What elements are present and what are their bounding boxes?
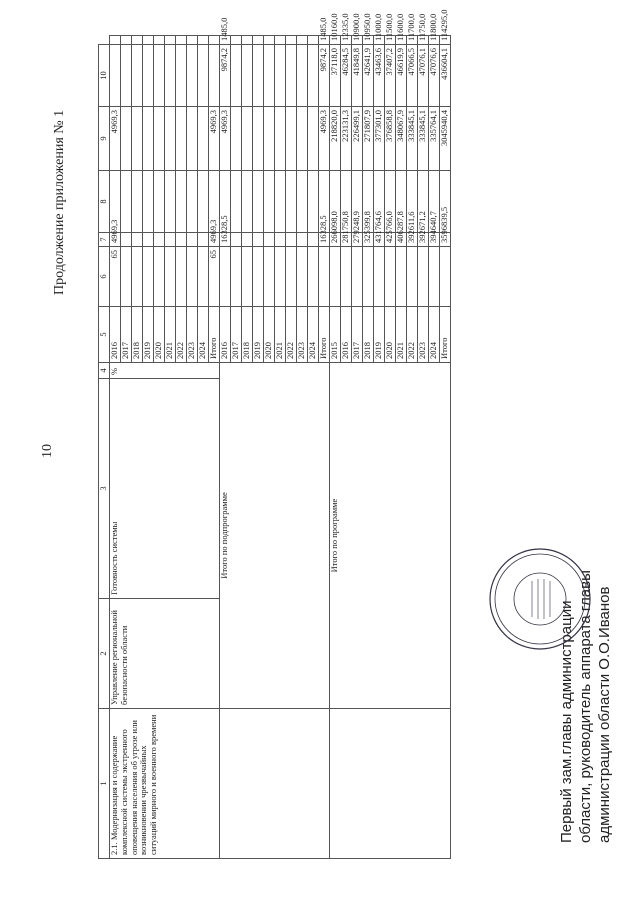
value-cell-v5 [440,247,451,307]
table-row [220,36,231,859]
value-cell-v9 [253,45,264,107]
value-cell-v10 [121,36,132,45]
value-cell-v8 [143,107,154,171]
value-cell-v7 [132,171,143,233]
value-cell-v8: 335764,1 [429,107,440,171]
value-cell-v5 [352,247,363,307]
value-cell-v9 [275,45,286,107]
value-cell-v9 [121,45,132,107]
value-cell-v6: 3596839,5 [440,233,451,247]
value-cell-v6 [308,233,319,247]
value-cell-v10: 114295,0 [440,36,451,45]
signature-line-2: области, руководитель аппарата главы [576,570,594,843]
value-cell-v10 [286,36,297,45]
value-cell-v8 [198,107,209,171]
value-cell-v9: 37118,0 [330,45,341,107]
year-cell: 2021 [165,307,176,363]
value-cell-v8: 4969,3 [319,107,330,171]
value-cell-v7 [176,171,187,233]
col-header-2: 2 [99,599,110,709]
value-cell-v7 [198,171,209,233]
value-cell-v9 [242,45,253,107]
value-cell-v7 [275,171,286,233]
value-cell-v7 [242,171,253,233]
value-cell-v9 [308,45,319,107]
value-cell-v5 [275,247,286,307]
year-cell: Итого [440,307,451,363]
value-cell-v10: 10900,0 [352,36,363,45]
value-cell-v5 [154,247,165,307]
unit-cell: % [110,363,220,379]
value-cell-v5 [407,247,418,307]
value-cell-v9 [132,45,143,107]
value-cell-v9: 46619,9 [396,45,407,107]
value-cell-v5 [165,247,176,307]
value-cell-v6: 281750,8 [341,233,352,247]
value-cell-v9 [110,45,121,107]
value-cell-v5 [143,247,154,307]
value-cell-v9: 41849,8 [352,45,363,107]
value-cell-v6 [154,233,165,247]
value-cell-v5 [253,247,264,307]
value-cell-v9: 9874,2 [220,45,231,107]
value-cell-v8 [154,107,165,171]
value-cell-v5 [187,247,198,307]
value-cell-v10 [264,36,275,45]
year-cell: 2019 [253,307,264,363]
year-cell: 2019 [143,307,154,363]
value-cell-v8: 377301,0 [374,107,385,171]
value-cell-v8: 4969,3 [110,107,121,171]
measure-name-cell: 2.1. Модернизация и содержание комплексной системы экстренного оповещения населения об угрозе или возникновении чрезвычайных ситуаций мирного и военного времени [110,709,220,859]
value-cell-v10 [242,36,253,45]
value-cell-v5 [264,247,275,307]
value-cell-v8 [275,107,286,171]
value-cell-v10 [143,36,154,45]
value-cell-v9: 42641,9 [363,45,374,107]
value-cell-v5: 65 [110,247,121,307]
year-cell: 2016 [341,307,352,363]
value-cell-v9 [154,45,165,107]
value-cell-v7 [308,171,319,233]
value-cell-v9 [286,45,297,107]
value-cell-v7 [165,171,176,233]
year-cell: 2024 [198,307,209,363]
year-cell: 2016 [110,307,121,363]
value-cell-v5 [121,247,132,307]
blank-cell [330,709,451,859]
value-cell-v8 [187,107,198,171]
year-cell: 2022 [176,307,187,363]
value-cell-v9: 47076,6 [429,45,440,107]
value-cell-v8: 333845,1 [407,107,418,171]
value-cell-v8 [121,107,132,171]
value-cell-v5 [319,247,330,307]
value-cell-v6 [198,233,209,247]
value-cell-v6 [275,233,286,247]
value-cell-v5 [385,247,396,307]
col-header-7: 7 [99,233,110,247]
year-cell: 2022 [286,307,297,363]
value-cell-v5 [231,247,242,307]
value-cell-v8 [253,107,264,171]
value-cell-v8: 218820,0 [330,107,341,171]
value-cell-v7 [264,171,275,233]
value-cell-v6: 4969,3 [110,233,121,247]
col-header-4: 4 [99,363,110,379]
col-header-9: 9 [99,107,110,171]
page-number: 10 [40,444,55,458]
value-cell-v8: 271807,9 [363,107,374,171]
value-cell-v10 [154,36,165,45]
value-cell-v9: 47076,1 [418,45,429,107]
value-cell-v10: 10160,0 [330,36,341,45]
col-header-1: 1 [99,709,110,859]
value-cell-v9: 37407,2 [385,45,396,107]
year-cell: 2017 [121,307,132,363]
value-cell-v8 [176,107,187,171]
value-cell-v9 [176,45,187,107]
financing-table [98,9,451,859]
value-cell-v9: 436604,1 [440,45,451,107]
value-cell-v6 [264,233,275,247]
value-cell-v10 [132,36,143,45]
value-cell-v9 [209,45,220,107]
value-cell-v8: 226499,1 [352,107,363,171]
value-cell-v5 [242,247,253,307]
value-cell-v6: 325399,8 [363,233,374,247]
year-cell: 2017 [231,307,242,363]
value-cell-v10: 11000,0 [374,36,385,45]
value-cell-v6: 392611,6 [407,233,418,247]
value-cell-v6: 279248,9 [352,233,363,247]
year-cell: 2018 [132,307,143,363]
value-cell-v5 [132,247,143,307]
value-cell-v10: 11700,0 [407,36,418,45]
year-cell: 2018 [363,307,374,363]
value-cell-v10: 11750,0 [418,36,429,45]
value-cell-v6: 4969,3 [209,233,220,247]
value-cell-v10: 10950,0 [363,36,374,45]
value-cell-v9: 43463,6 [374,45,385,107]
year-cell: 2023 [187,307,198,363]
value-cell-v10 [176,36,187,45]
value-cell-v10 [308,36,319,45]
value-cell-v5 [418,247,429,307]
table-row [110,36,121,859]
year-cell: Итого [319,307,330,363]
year-cell: 2021 [396,307,407,363]
value-cell-v9 [187,45,198,107]
value-cell-v8: 4969,3 [209,107,220,171]
value-cell-v5 [363,247,374,307]
value-cell-v10: 11500,0 [385,36,396,45]
executor-cell: Управление региональной безопасности области [110,599,220,709]
value-cell-v10 [275,36,286,45]
value-cell-v10: 11800,0 [429,36,440,45]
value-cell-v8 [286,107,297,171]
year-cell: 2023 [418,307,429,363]
value-cell-v8 [242,107,253,171]
value-cell-v7 [253,171,264,233]
year-cell: 2024 [308,307,319,363]
value-cell-v6: 406287,8 [396,233,407,247]
col-header-10: 10 [99,45,110,107]
value-cell-v5 [176,247,187,307]
value-cell-v6 [165,233,176,247]
value-cell-v7 [286,171,297,233]
value-cell-v5 [330,247,341,307]
value-cell-v5 [220,247,231,307]
column-number-row [99,36,110,859]
year-cell: 2020 [154,307,165,363]
value-cell-v7 [154,171,165,233]
blank-cell [220,709,330,859]
value-cell-v9 [165,45,176,107]
value-cell-v9 [264,45,275,107]
year-cell: 2024 [429,307,440,363]
value-cell-v7 [187,171,198,233]
value-cell-v8: 376858,8 [385,107,396,171]
value-cell-v10: 1485,0 [319,36,330,45]
value-cell-v10 [110,36,121,45]
value-cell-v5 [297,247,308,307]
signature-line-3: администрации области О.О.Иванов [595,586,613,843]
value-cell-v5: 65 [209,247,220,307]
value-cell-v8: 223131,3 [341,107,352,171]
value-cell-v6 [132,233,143,247]
value-cell-v8 [165,107,176,171]
value-cell-v10 [187,36,198,45]
value-cell-v8 [132,107,143,171]
value-cell-v5 [374,247,385,307]
value-cell-v6: 431764,6 [374,233,385,247]
value-cell-v9: 47066,5 [407,45,418,107]
value-cell-v5 [396,247,407,307]
value-cell-v8: 348067,9 [396,107,407,171]
appendix-caption: Продолжение приложения № 1 [52,109,67,295]
value-cell-v10 [198,36,209,45]
value-cell-v6 [242,233,253,247]
value-cell-v7 [143,171,154,233]
value-cell-v10: 12335,0 [341,36,352,45]
value-cell-v6: 16328,5 [220,233,231,247]
year-cell: 2020 [385,307,396,363]
col-header-8: 8 [99,171,110,233]
value-cell-v9 [231,45,242,107]
value-cell-v6 [187,233,198,247]
year-cell: 2021 [275,307,286,363]
value-cell-v10 [165,36,176,45]
value-cell-v8: 333845,1 [418,107,429,171]
value-cell-v6 [143,233,154,247]
year-cell: 2019 [374,307,385,363]
value-cell-v6: 394640,7 [429,233,440,247]
value-cell-v8 [308,107,319,171]
value-cell-v5 [198,247,209,307]
indicator-cell: Готовность системы [110,379,220,599]
value-cell-v10 [253,36,264,45]
value-cell-v8: 3045940,4 [440,107,451,171]
col-header-6: 6 [99,247,110,307]
value-cell-v9: 46284,5 [341,45,352,107]
subprogram-label-cell: Итого по подпрограмме [220,363,330,709]
value-cell-v9 [297,45,308,107]
year-cell: Итого [209,307,220,363]
value-cell-v6: 16328,5 [319,233,330,247]
value-cell-v6 [231,233,242,247]
value-cell-v6 [286,233,297,247]
value-cell-v8 [264,107,275,171]
value-cell-v7 [231,171,242,233]
year-cell: 2018 [242,307,253,363]
value-cell-v10: 1485,0 [220,36,231,45]
year-cell: 2022 [407,307,418,363]
value-cell-v6: 392671,2 [418,233,429,247]
year-cell: 2017 [352,307,363,363]
value-cell-v9 [198,45,209,107]
official-stamp [488,547,592,651]
value-cell-v7 [297,171,308,233]
year-cell: 2015 [330,307,341,363]
value-cell-v6: 266098,0 [330,233,341,247]
col-header-5: 5 [99,307,110,363]
year-cell: 2023 [297,307,308,363]
value-cell-v10 [297,36,308,45]
table-row [330,36,341,859]
value-cell-v8 [297,107,308,171]
value-cell-v5 [286,247,297,307]
col-header-3: 3 [99,379,110,599]
value-cell-v5 [429,247,440,307]
signature-line-1: Первый зам.главы администрации [558,600,575,843]
year-cell: 2016 [220,307,231,363]
value-cell-v10: 11600,0 [396,36,407,45]
value-cell-v9: 9874,2 [319,45,330,107]
value-cell-v8 [231,107,242,171]
value-cell-v6 [253,233,264,247]
program-label-cell: Итого по программе [330,363,451,709]
value-cell-v9 [143,45,154,107]
value-cell-v5 [308,247,319,307]
year-cell: 2020 [264,307,275,363]
value-cell-v8: 4969,3 [220,107,231,171]
value-cell-v10 [209,36,220,45]
value-cell-v10 [231,36,242,45]
value-cell-v6 [121,233,132,247]
value-cell-v5 [341,247,352,307]
value-cell-v6 [176,233,187,247]
value-cell-v6 [297,233,308,247]
value-cell-v6: 425766,0 [385,233,396,247]
value-cell-v7 [121,171,132,233]
